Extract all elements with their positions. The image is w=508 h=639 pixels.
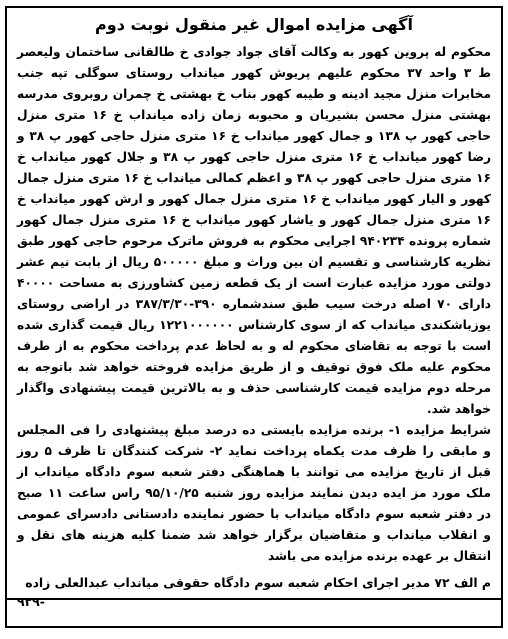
notice-paragraph-conditions: شرایط مزایده ۱- برنده مزایده بایستی ده درصد مبلغ پیشنهادی را فی المجلس و مابقی را ظرف مدت یکماه پرداخت نماید ۲- شرکت کنندگان تا ظرف ۵ روز قبل از تاریخ مزایده می توانند با هماهنگی دفتر شعبه سوم دادگاه میانداب از ملک مورد مز ایده دیدن نمایند مزایده روز شنبه ۹۵/۱۰/۲۵ راس ساعت ۱۱ صبح در دفتر شعبه سوم دادگاه میانداب با حضور نماینده دادستانی دادسرای عمومی و انقلاب میانداب و متقاضیان برگزار خواهد شد ضمنا کلیه هزینه های نقل و انتقال بر عهده برنده مزایده می باشد (17, 423, 492, 563)
auction-notice (5, 6, 503, 628)
notice-signature: م الف ۷۲ مدیر اجرای احکام شعبه سوم دادگاه حقوقی میانداب عبدالعلی زاده (25, 575, 491, 590)
bottom-divider (7, 598, 501, 600)
notice-paragraph-main: محکوم له پروین کهور به وکالت آقای جواد جوادی خ طالقانی ساختمان ولیعصر ط ۳ واحد ۳۷ محکوم علیهم پریوش کهور میانداب روستای سوگلی تپه جنب مخابرات منزل مجید ادینه و طیبه کهور بناب خ بهشتی خ چمران روبروی مدرسه بهشتی منزل محسن بشیریان و محبوبه زمان زاده میانداب خ ۱۶ متری منزل حاجی کهور پ ۱۳۸ و جمال کهور میانداب خ ۱۶ متری منزل حاجی کهور پ ۳۸ و رضا کهور میانداب خ ۱۶ متری منزل حاجی کهور پ ۳۸ و جلال کهور میانداب خ ۱۶ متری منزل حاجی کهور پ ۳۸ و اعظم کمالی میانداب خ ۱۶ متری منزل جمال کهور و الیار کهور میانداب خ ۱۶ متری منزل جمال کهور و ارش کهور میانداب خ ۱۶ متری منزل جمال کهور و یاشار کهور میانداب خ ۱۶ متری منزل جمال کهور شماره پرونده ۹۴۰۲۳۴ اجرایی محکوم به فروش ماترک مرحوم حاجی کهور طبق نظریه کارشناسی و تقسیم ان بین وراث و مبلغ ۵۰۰۰۰۰ ریال از بابت نیم عشر دولتی مورد مزایده عبارت است از یک قطعه زمین کشاورزی به مساحت ۴۰۰۰۰ دارای ۷۰ اصله درخت سیب طبق سندشماره ۳۹۰-۳۸۷/۳/۳۰ در اراضی روستای یوزباشکندی میانداب که از سوی کارشناس ۱۲۲۱۰۰۰۰۰۰ ریال قیمت گذاری شده است با توجه به تقاضای محکوم له و به لحاظ عدم پرداخت محکوم به از طرف محکوم علیه ملک فوق توقیف و از طریق مزایده فروخته خواهد شد باتوجه به مرحله دوم مزایده قیمت کارشناسی حذف و به بالاترین قیمت پیشنهادی واگذار خواهد شد. (17, 45, 492, 416)
notice-body (7, 42, 501, 567)
notice-reference-number: ۹۲۹- (17, 594, 45, 609)
notice-title: آگهی مزایده اموال غیر منقول نوبت دوم (95, 15, 413, 34)
